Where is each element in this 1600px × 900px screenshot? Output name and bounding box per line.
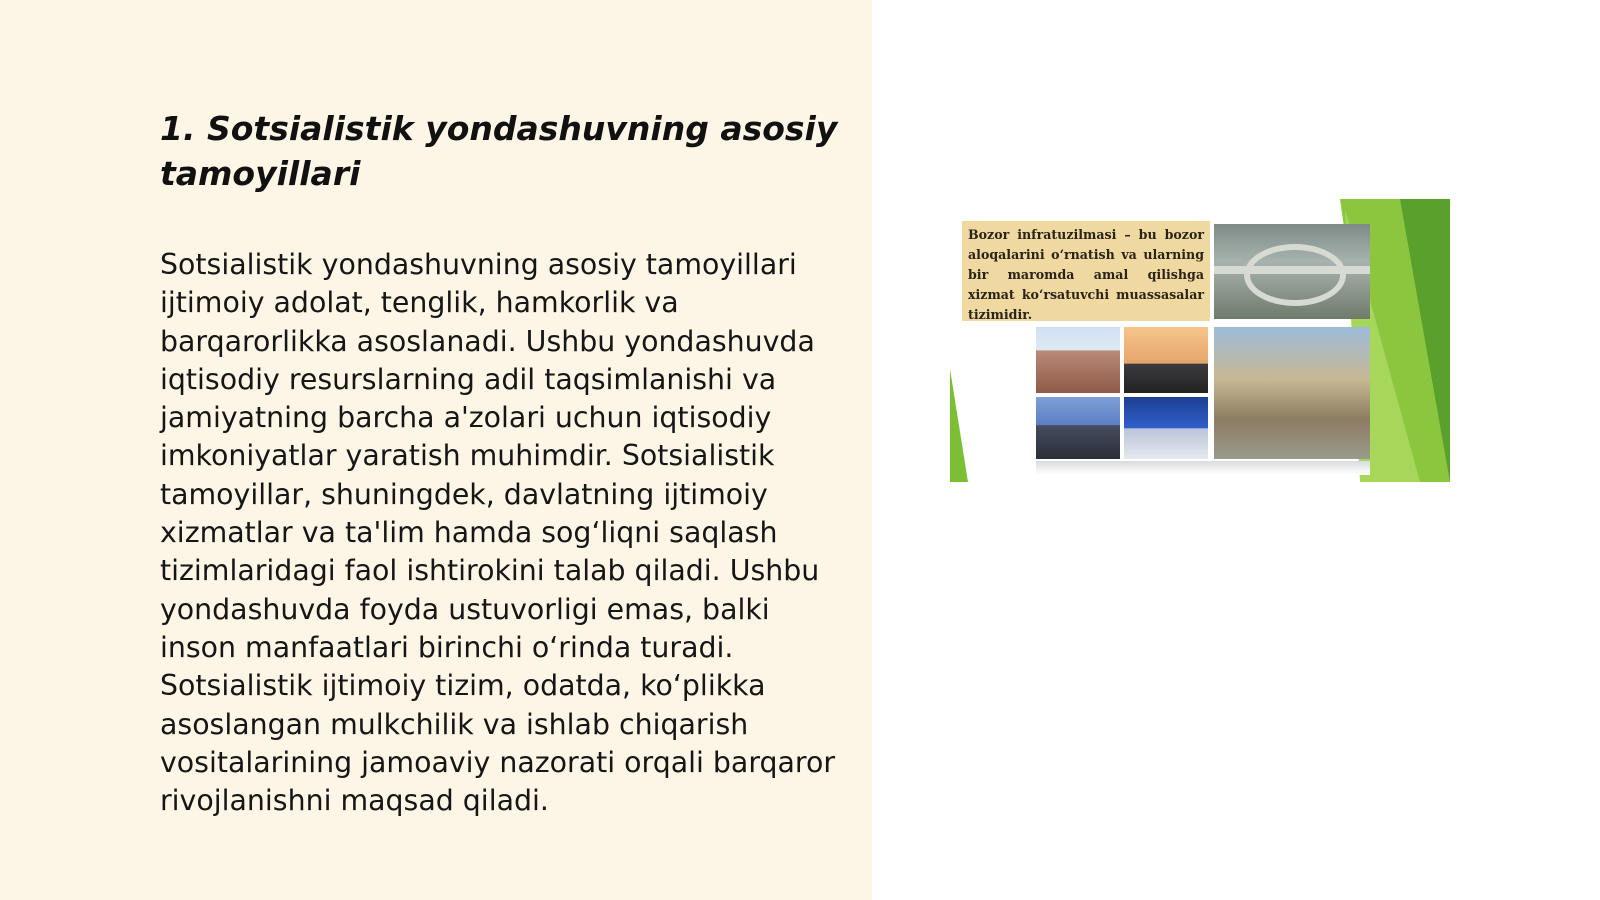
image-fade xyxy=(1036,461,1370,475)
highway-interchange-photo xyxy=(1214,224,1370,319)
train-photo xyxy=(1036,397,1120,459)
building-photo xyxy=(1036,327,1120,393)
office-tower-photo xyxy=(1124,397,1208,459)
market-infrastructure-image xyxy=(950,199,1450,482)
slide-body-text: Sotsialistik yondashuvning asosiy tamoyillari ijtimoiy adolat, tenglik, hamkorlik va barqarorlikka asoslanadi. Ushbu yondashuvda iqtisodiy resurslarning adil taqsimlanishi va jamiyatning barcha a'zolari uchun iqtisodiy imkoniyatlar yaratish muhimdir. Sotsialistik tamoyillar, shuningdek, davlatning ijtimoiy xizmatlar va ta'lim hamda sog‘liqni saqlash tizimlaridagi faol ishtirokini talab qiladi. Ushbu yondashuvda foyda ustuvorligi emas, balki inson manfaatlari birinchi o‘rinda turadi. Sotsialistik ijtimoiy tizim, odatda, ko‘plikka asoslangan mulkchilik va ishlab chiqarish vositalarining jamoaviy nazorati orqali barqaror rivojlanishni maqsad qiladi. xyxy=(160,248,836,818)
city-street-photo xyxy=(1214,327,1370,459)
infrastructure-definition-caption: Bozor infratuzilmasi – bu bozor aloqalarini o‘rnatish va ularning bir maromda amal qilishga xizmat ko‘rsatuvchi muassasalar tizimidir. xyxy=(962,221,1210,321)
slide-title: 1. Sotsialistik yondashuvning asosiy tamoyillari xyxy=(160,109,838,193)
bridge-photo xyxy=(1124,327,1208,393)
